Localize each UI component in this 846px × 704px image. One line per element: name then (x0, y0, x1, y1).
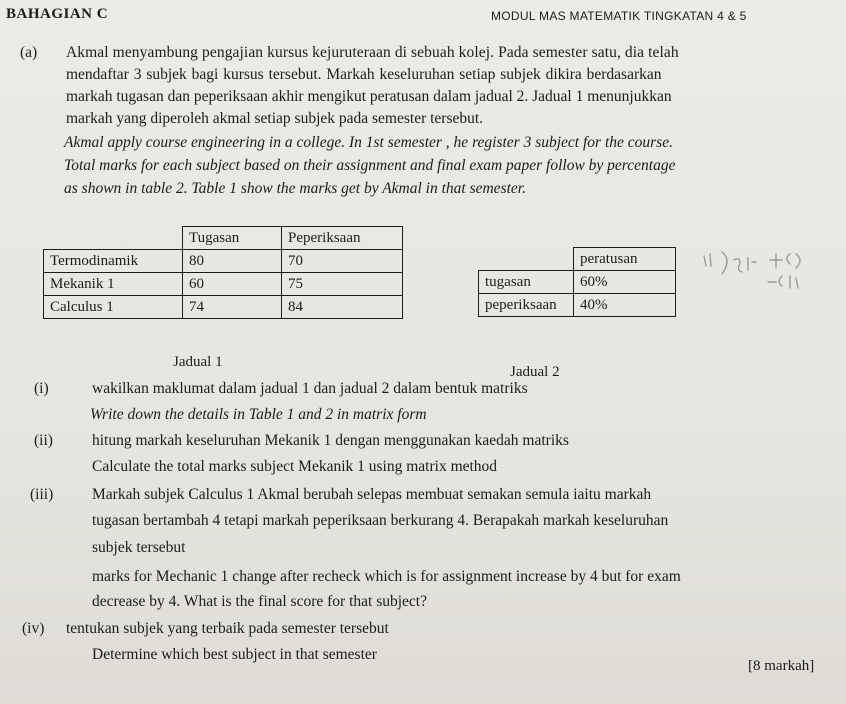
table-header-row (479, 248, 676, 271)
subquestion-malay: wakilkan maklumat dalam jadual 1 dan jadual 2 dalam bentuk matriks (92, 380, 528, 397)
table-cell: 40% (574, 294, 676, 317)
subquestion-malay: subjek tersebut (92, 539, 186, 556)
subquestion-malay: Markah subjek Calculus 1 Akmal berubah selepas membuat semakan semula iaitu markah (92, 486, 652, 503)
table-row (479, 271, 676, 294)
table1-caption: Jadual 1 (173, 354, 223, 370)
english-line-3: as shown in table 2. Table 1 show the marks get by Akmal in that semester. (64, 180, 526, 197)
table-cell (479, 248, 574, 271)
module-title: MODUL MAS MATEMATIK TINGKATAN 4 & 5 (491, 9, 747, 23)
subquestion-malay: tentukan subjek yang terbaik pada semester tersebut (66, 620, 389, 637)
subquestion-english: decrease by 4. What is the final score for that subject? (92, 593, 427, 610)
table-header-cell: Peperiksaan (282, 227, 403, 250)
table-cell: 84 (282, 296, 403, 319)
malay-line-3: markah tugasan dan peperiksaan akhir mengikut peratusan dalam jadual 2. Jadual 1 menunjukkan (66, 88, 672, 105)
table-cell: 75 (282, 273, 403, 296)
table-header-cell: Tugasan (183, 227, 282, 250)
english-line-2: Total marks for each subject based on their assignment and final exam paper follow by percentage (64, 157, 676, 174)
table-cell: 80 (183, 250, 282, 273)
table-cell: peperiksaan (479, 294, 574, 317)
pencil-scribble-icon (698, 248, 838, 308)
table-cell: 74 (183, 296, 282, 319)
subquestion-english: marks for Mechanic 1 change after recheck which is for assignment increase by 4 but for exam (92, 568, 681, 585)
english-line-1: Akmal apply course engineering in a college. In 1st semester , he register 3 subject for the course. (64, 134, 673, 151)
table-row (44, 296, 403, 319)
subquestion-malay: tugasan bertambah 4 tetapi markah peperiksaan berkurang 4. Berapakah markah keseluruhan (92, 512, 669, 529)
table-cell (44, 227, 183, 250)
table-header-row (44, 227, 403, 250)
question-label: (a) (20, 44, 38, 61)
table-cell: Mekanik 1 (44, 273, 183, 296)
table-header-cell: peratusan (574, 248, 676, 271)
subquestion-label: (iii) (30, 486, 54, 503)
table-cell: tugasan (479, 271, 574, 294)
malay-line-1: Akmal menyambung pengajian kursus kejuruteraan di sebuah kolej. Pada semester satu, dia telah (66, 44, 679, 61)
marks-allocation: [8 markah] (748, 658, 815, 674)
table-cell: Termodinamik (44, 250, 183, 273)
table-row (44, 250, 403, 273)
table-cell: Calculus 1 (44, 296, 183, 319)
table2-caption: Jadual 2 (510, 364, 560, 380)
malay-line-4: markah yang diperoleh akmal setiap subjek pada semester tersebut. (66, 110, 484, 127)
table-row (479, 294, 676, 317)
table-cell: 70 (282, 250, 403, 273)
subquestion-malay: hitung markah keseluruhan Mekanik 1 dengan menggunakan kaedah matriks (92, 432, 569, 449)
subquestion-english: Write down the details in Table 1 and 2 in matrix form (90, 406, 427, 423)
percentage-table (478, 247, 676, 317)
subquestion-label: (i) (34, 380, 49, 397)
section-title: BAHAGIAN C (6, 6, 109, 22)
subquestion-label: (ii) (34, 432, 53, 449)
table-cell: 60% (574, 271, 676, 294)
malay-line-2: mendaftar 3 subjek bagi kursus tersebut. Markah keseluruhan setiap subjek dikira berdasarkan (66, 66, 662, 83)
table-cell: 60 (183, 273, 282, 296)
subquestion-english: Determine which best subject in that semester (92, 646, 377, 663)
marks-table (43, 226, 403, 319)
subquestion-label: (iv) (22, 620, 45, 637)
table-row (44, 273, 403, 296)
subquestion-english: Calculate the total marks subject Mekanik 1 using matrix method (92, 458, 498, 475)
